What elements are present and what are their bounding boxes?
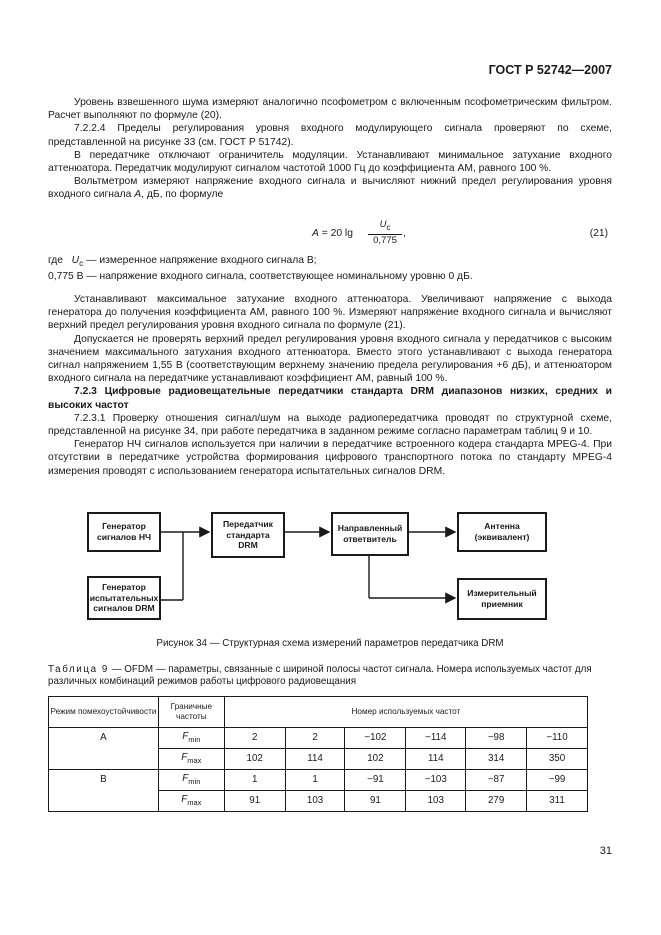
box-antenna-l2: (эквивалент) — [474, 532, 530, 542]
formula-var-a: A — [312, 228, 319, 239]
fmax-var: F — [181, 751, 188, 763]
table-row — [49, 728, 588, 749]
box-gen-drm-l1: Генератор — [102, 582, 146, 593]
text-block-top — [48, 96, 612, 202]
table-9-caption-text: — OFDM — параметры, связанные с шириной полосы частот сигнала. Номера используемых частот для различных комбинаций режимов работы цифрового радиовещания — [48, 664, 592, 688]
table-row — [49, 770, 588, 791]
table-cell: 350 — [527, 749, 588, 770]
cell-fmin-label — [158, 728, 224, 749]
formula-eq: = 20 lg — [318, 228, 353, 239]
table-cell: −114 — [406, 728, 466, 749]
paragraph-voltmeter — [48, 175, 612, 201]
formula-num-sub: c — [386, 222, 391, 232]
explanation-uc-var: U — [71, 255, 80, 266]
paragraph-upper-limit-note: Допускается не проверять верхний предел регулирования уровня входного сигнала у передатчиков с высоким значением максимального затухания входного аттенюатора. Вместо этого устанавливают с выхода генератора сигнал напряжением 1,55 В (соответствующим верхнему значению предела регулирования +6 дБ), и аттенюатором входного сигнала на передатчике устанавливают коэффициент АМ, равный 100 %. — [48, 333, 612, 385]
paragraph-voltmeter-var: A — [134, 189, 142, 201]
table-header-row — [49, 697, 588, 728]
table-cell: 314 — [466, 749, 527, 770]
fmin-sub: min — [188, 776, 201, 786]
box-rx-l2: приемник — [481, 599, 523, 609]
box-measuring-receiver — [457, 578, 547, 620]
paragraph-lf-generator: Генератор НЧ сигналов используется при наличии в передатчике встроенного кодера стандарта MPEG-4. При отсутствии в передатчике устройства формирования цифрового транспортного потока по стандарту MPEG-4 измерения проводят с использованием генератора испытательных сигналов DRM. — [48, 439, 612, 477]
table-cell: −110 — [527, 728, 588, 749]
box-lf-generator-l1: Генератор — [102, 521, 146, 532]
box-directional-coupler — [331, 512, 409, 556]
paragraph-max-attenuation: Устанавливают максимальное затухание входного аттенюатора. Увеличивают напряжение с выхода генератора до получения коэффициента АМ, равного 100 %. Измеряют напряжение входного сигнала и вычисляют верхний предел регулирования уровня входного сигнала по формуле (21). — [48, 294, 612, 332]
box-coupler-l2: ответвитель — [343, 534, 397, 544]
cell-fmin-label — [158, 770, 224, 791]
table-cell: 102 — [224, 749, 285, 770]
formula-explanation — [48, 254, 612, 283]
cell-fmax-label — [158, 791, 224, 812]
table-cell: 1 — [224, 770, 285, 791]
formula-comma: , — [403, 228, 406, 239]
table-9-label: Таблица 9 — [48, 664, 109, 675]
table-cell: 279 — [466, 791, 527, 812]
table-cell: 1 — [285, 770, 345, 791]
explanation-line-0775: 0,775 В — напряжение входного сигнала, соответствующее номинальному уровню 0 дБ. — [48, 271, 473, 283]
box-gen-drm-l2: испытательных — [89, 592, 159, 603]
page-number: 31 — [599, 845, 612, 857]
table-cell: 103 — [285, 791, 345, 812]
table-9-caption — [48, 664, 612, 689]
document-standard-header: ГОСТ Р 52742—2007 — [488, 63, 612, 77]
table-cell: −87 — [466, 770, 527, 791]
table-cell: −103 — [406, 770, 466, 791]
fmax-sub: max — [187, 755, 202, 765]
table-cell: 114 — [285, 749, 345, 770]
cell-mode: A — [49, 728, 159, 770]
box-drm-transmitter — [211, 512, 285, 558]
formula-fraction — [368, 219, 402, 247]
explanation-uc-sub: c — [79, 258, 84, 269]
formula-21 — [48, 219, 612, 247]
explanation-where: где — [48, 255, 64, 266]
table-cell: −102 — [345, 728, 406, 749]
paragraph-voltmeter-a: Вольтметром измеряют напряжение входного сигнала и вычисляют нижний предел регулирования уровня входного сигнала — [48, 176, 612, 201]
table-cell: 103 — [406, 791, 466, 812]
fmax-var: F — [181, 793, 188, 805]
table-9 — [48, 696, 588, 812]
box-rx-l1: Измерительный — [467, 588, 537, 599]
fmin-var: F — [182, 730, 189, 742]
table-cell: 91 — [224, 791, 285, 812]
paragraph-7-2-3-1: 7.2.3.1 Проверку отношения сигнал/шум на выходе радиопередатчика проводят по структурной схеме, представленной на рисунке 34, при работе передатчика в заданном режиме согласно параметрам таблиц 9 и 10. — [48, 412, 612, 438]
box-lf-generator-l2: сигналов НЧ — [96, 532, 152, 542]
formula-numerator — [368, 219, 402, 235]
table-cell: 91 — [345, 791, 406, 812]
formula-denominator: 0,775 — [373, 234, 397, 246]
header-frequency-numbers: Номер используемых частот — [224, 697, 587, 728]
fmax-sub: max — [187, 797, 202, 807]
table-cell: −91 — [345, 770, 406, 791]
table-cell: 311 — [527, 791, 588, 812]
header-mode: Режим помехоустойчивости — [49, 697, 159, 728]
table-cell: −98 — [466, 728, 527, 749]
table-cell: 2 — [285, 728, 345, 749]
box-tx-l3: DRM — [238, 540, 258, 551]
box-lf-generator — [87, 512, 161, 552]
formula-number: (21) — [589, 228, 608, 239]
table-cell: −99 — [527, 770, 588, 791]
figure-34-caption: Рисунок 34 — Структурная схема измерений параметров передатчика DRM — [156, 638, 504, 649]
section-heading-7-2-3: 7.2.3 Цифровые радиовещательные передатчики стандарта DRM диапазонов низких, средних и высоких частот — [48, 386, 612, 411]
text-block-middle — [48, 293, 612, 478]
box-coupler-l1: Направленный — [337, 523, 403, 534]
paragraph-7-2-2-4: 7.2.2.4 Пределы регулирования уровня входного модулирующего сигнала проверяют по схеме, представленной на рисунке 33 (см. ГОСТ Р 51742). — [48, 123, 612, 148]
box-antenna-l1: Антенна — [484, 521, 520, 532]
box-tx-l2: стандарта — [226, 529, 270, 540]
paragraph-limiter-off: В передатчике отключают ограничитель модуляции. Устанавливают минимальное затухание входного аттенюатора. Передатчик модулируют сигналом частотой 1000 Гц до коэффициента АМ, равного 100 %. — [48, 149, 612, 175]
formula-num-var: U — [379, 219, 387, 230]
header-boundary: Граничные частоты — [158, 697, 224, 728]
paragraph-weighted-noise: Уровень взвешенного шума измеряют аналогично псофометром с включенным псофометрическим фильтром. Расчет выполняют по формуле (20). — [48, 97, 612, 122]
figure-34-block-diagram — [85, 510, 555, 622]
formula-lhs — [312, 227, 353, 240]
box-drm-test-generator — [87, 576, 161, 620]
table-cell: 114 — [406, 749, 466, 770]
fmin-sub: min — [188, 734, 201, 744]
paragraph-voltmeter-b: , дБ, по формуле — [141, 189, 224, 201]
table-cell: 2 — [224, 728, 285, 749]
box-tx-l1: Передатчик — [222, 519, 273, 530]
box-antenna — [457, 512, 547, 552]
box-gen-drm-l3: сигналов DRM — [93, 603, 155, 614]
cell-fmax-label — [158, 749, 224, 770]
table-cell: 102 — [345, 749, 406, 770]
fmin-var: F — [182, 772, 189, 784]
cell-mode: B — [49, 770, 159, 812]
explanation-uc-text: — измеренное напряжение входного сигнала В; — [83, 255, 317, 266]
explanation-line-uc — [48, 254, 612, 270]
